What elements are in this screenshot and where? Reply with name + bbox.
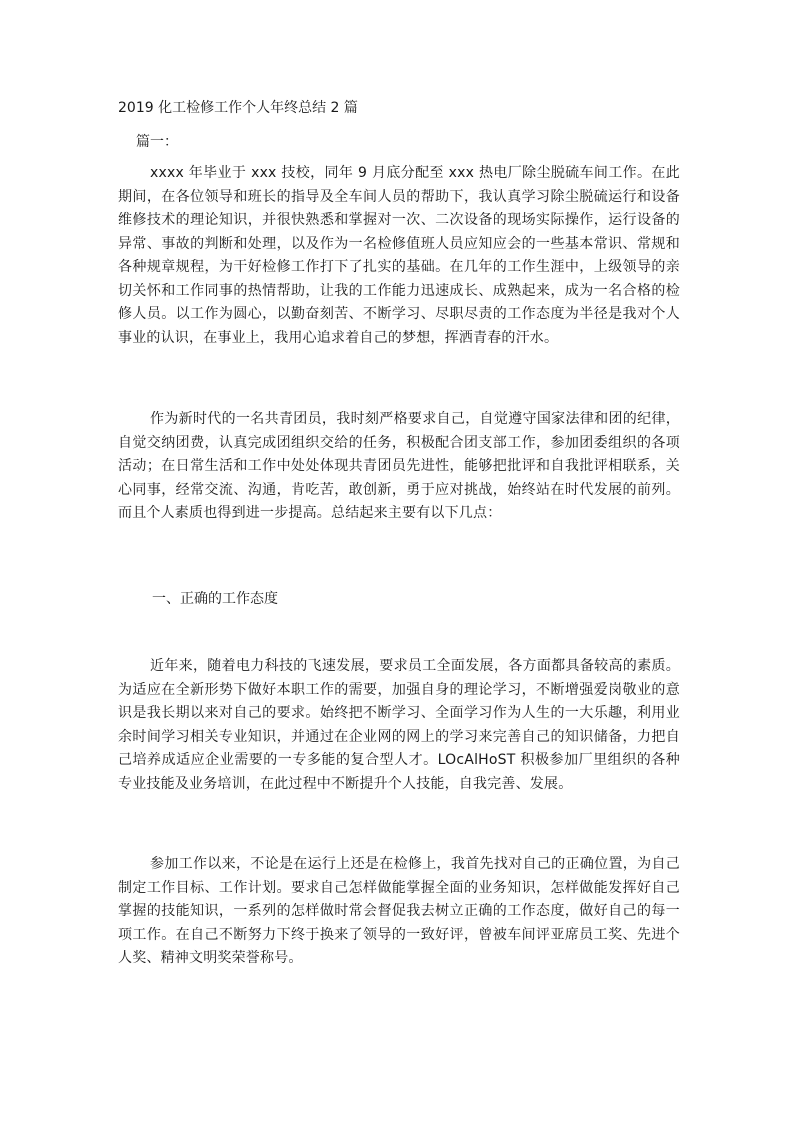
- paragraph-3: 近年来，随着电力科技的飞速发展，要求员工全面发展，各方面都具备较高的素质。为适应在全新形势下做好本职工作的需要，加强自身的理论学习，不断增强爱岗敬业的意识是我长期以来对自己的要求。始终把不断学习、全面学习作为人生的一大乐趣，利用业余时间学习相关专业知识，并通过在企业网的网上的学习来完善自己的知识储备，力把自己培养成适应企业需要的一专多能的复合型人才。LOcAlHoST 积极参加厂里组织的各种专业技能及业务培训，在此过程中不断提升个人技能，自我完善、发展。: [118, 658, 680, 792]
- paragraph-4: 参加工作以来，不论是在运行上还是在检修上，我首先找对自己的正确位置，为自己制定工作目标、工作计划。要求自己怎样做能掌握全面的业务知识，怎样做能发挥好自己掌握的技能知识，一系列的怎样做时常会督促我去树立正确的工作态度，做好自己的每一项工作。在自己不断努力下终于换来了领导的一致好评，曾被车间评亚席员工奖、先进个人奖、精神文明奖荣誉称号。: [118, 856, 680, 966]
- paragraph-2: 作为新时代的一名共青团员，我时刻严格要求自己，自觉遵守国家法律和团的纪律，自觉交纳团费，认真完成团组织交给的任务，积极配合团支部工作，参加团委组织的各项活动；在日常生活和工作中处处体现共青团员先进性，能够把批评和自我批评相联系，关心同事，经常交流、沟通，肯吃苦，敢创新，勇于应对挑战，始终站在时代发展的前列。而且个人素质也得到进一步提高。总结起来主要有以下几点：: [118, 411, 680, 521]
- paragraph-1: xxxx 年毕业于 xxx 技校，同年 9 月底分配至 xxx 热电厂除尘脱硫车间工作。在此期间，在各位领导和班长的指导及全车间人员的帮助下，我认真学习除尘脱硫运行和设备维修技术的理论知识，并很快熟悉和掌握对一次、二次设备的现场实际操作，运行设备的异常、事故的判断和处理，以及作为一名检修值班人员应知应会的一些基本常识、常规和各种规章规程，为干好检修工作打下了扎实的基础。在几年的工作生涯中，上级领导的亲切关怀和工作同事的热情帮助，让我的工作能力迅速成长、成熟起来，成为一名合格的检修人员。以工作为圆心，以勤奋刻苦、不断学习、尽职尽责的工作态度为半径是我对个人事业的认识，在事业上，我用心追求着自己的梦想，挥洒青春的汗水。: [118, 165, 680, 346]
- part-label: 篇一：: [136, 134, 178, 150]
- section-heading: 一、正确的工作态度: [152, 591, 278, 607]
- document-title: 2019 化工检修工作个人年终总结 2 篇: [118, 100, 358, 116]
